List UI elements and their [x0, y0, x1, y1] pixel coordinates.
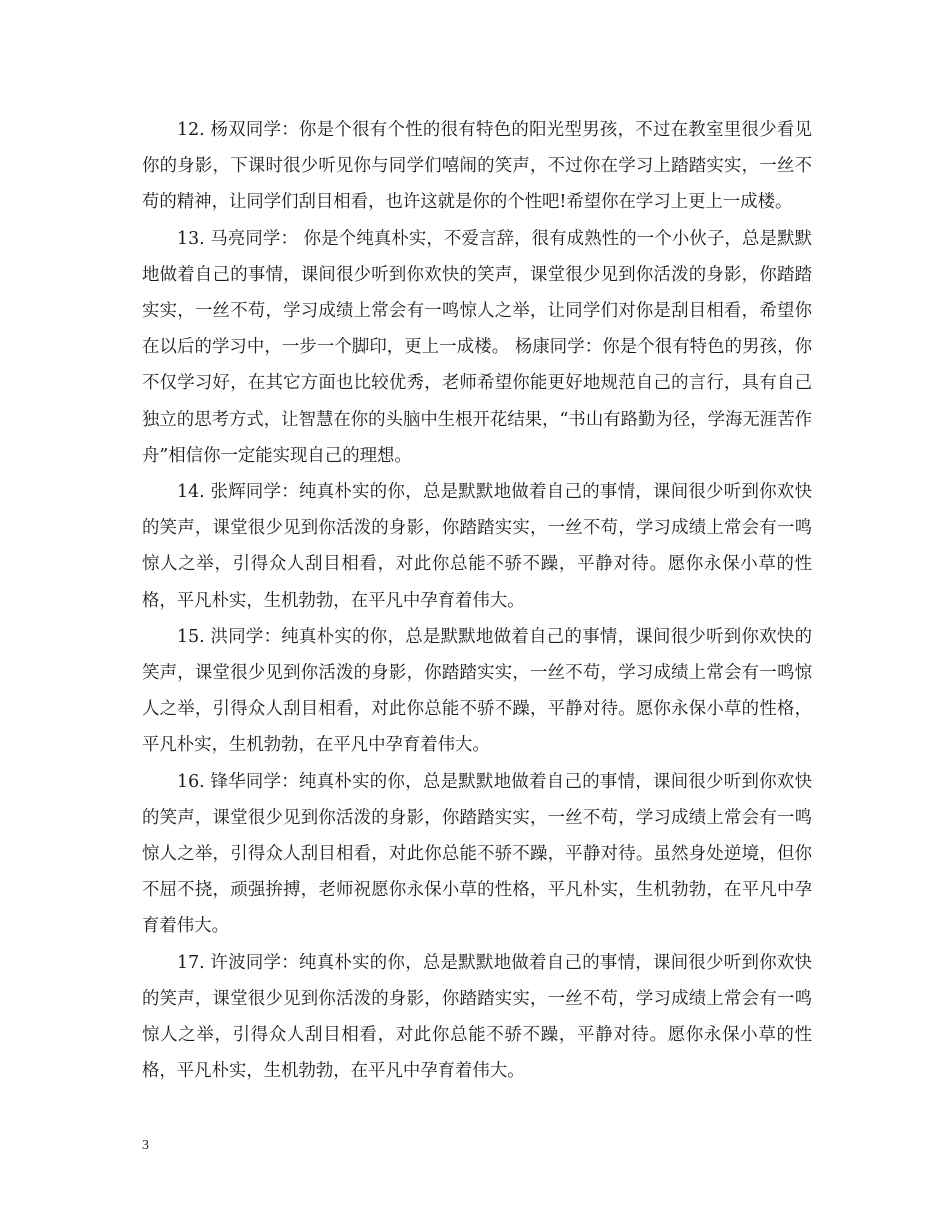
paragraph-15: 15. 洪同学：纯真朴实的你，总是默默地做着自己的事情，课间很少听到你欢快的笑声，课堂很少见到你活泼的身影，你踏踏实实，一丝不苟，学习成绩上常会有一鸣惊人之举，引得众人刮目相看，对此你总能不骄不躁，平静对待。愿你永保小草的性格，平凡朴实，生机勃勃，在平凡中孕育着伟大。	[142, 626, 812, 756]
paragraph-17: 17. 许波同学：纯真朴实的你，总是默默地做着自己的事情，课间很少听到你欢快的笑声，课堂很少见到你活泼的身影，你踏踏实实，一丝不苟，学习成绩上常会有一鸣惊人之举，引得众人刮目相看，对此你总能不骄不躁，平静对待。愿你永保小草的性格，平凡朴实，生机勃勃，在平凡中孕育着伟大。	[142, 952, 812, 1082]
paragraph-16: 16. 锋华同学：纯真朴实的你，总是默默地做着自己的事情，课间很少听到你欢快的笑声，课堂很少见到你活泼的身影，你踏踏实实，一丝不苟，学习成绩上常会有一鸣惊人之举，引得众人刮目相看，对此你总能不骄不躁，平静对待。虽然身处逆境，但你不屈不挠，顽强拚搏，老师祝愿你永保小草的性格，平凡朴实，生机勃勃，在平凡中孕育着伟大。	[142, 771, 812, 937]
paragraph-14: 14. 张辉同学：纯真朴实的你，总是默默地做着自己的事情，课间很少听到你欢快的笑声，课堂很少见到你活泼的身影，你踏踏实实，一丝不苟，学习成绩上常会有一鸣惊人之举，引得众人刮目相看，对此你总能不骄不躁，平静对待。愿你永保小草的性格，平凡朴实，生机勃勃，在平凡中孕育着伟大。	[142, 482, 812, 611]
paragraph-12: 12. 杨双同学：你是个很有个性的很有特色的阳光型男孩，不过在教室里很少看见你的身影，下课时很少听见你与同学们嘻闹的笑声，不过你在学习上踏踏实实，一丝不苟的精神，让同学们刮目相看，也许这就是你的个性吧!希望你在学习上更上一成楼。	[142, 120, 812, 213]
document-body	[142, 112, 812, 1089]
paragraph-13: 13. 马亮同学： 你是个纯真朴实，不爱言辞，很有成熟性的一个小伙子，总是默默地做着自己的事情，课间很少听到你欢快的笑声，课堂很少见到你活泼的身影，你踏踏实实，一丝不苟，学习成绩上常会有一鸣惊人之举，让同学们对你是刮目相看，希望你在以后的学习中，一步一个脚印，更上一成楼。 杨康同学：你是个很有特色的男孩，你不仅学习好，在其它方面也比较优秀，老师希望你能更好地规范自己的言行，具有自己独立的思考方式，让智慧在你的头脑中生根开花结果，“书山有路勤为径，学海无涯苦作舟”相信你一定能实现自己的理想。	[142, 228, 812, 466]
page-number: 3	[142, 1138, 149, 1153]
